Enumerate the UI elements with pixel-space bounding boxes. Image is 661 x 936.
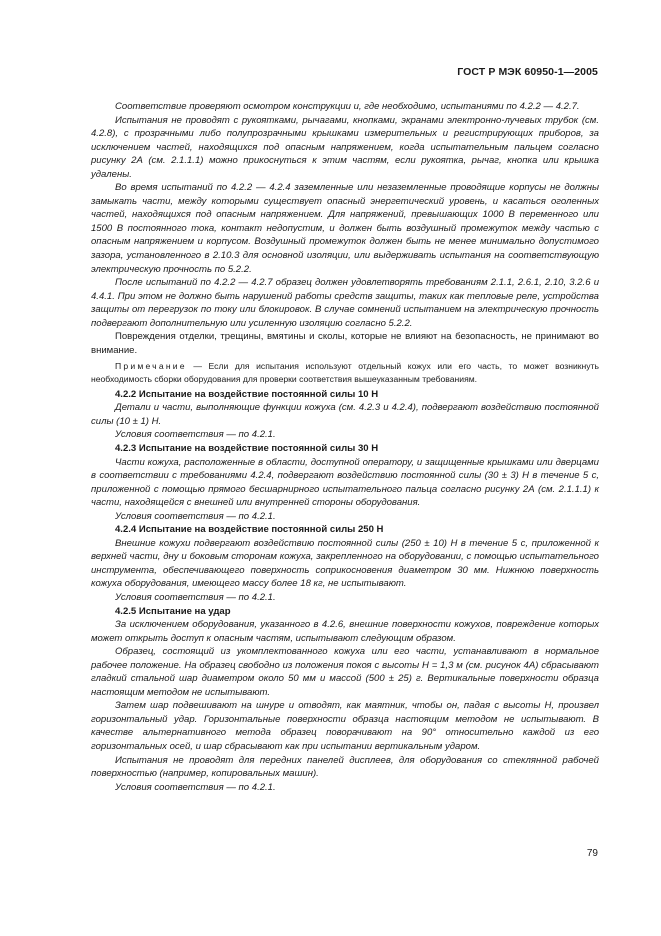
paragraph: Части кожуха, расположенные в области, доступной оператору, и защищенные крышками или дверцами в соответствии с требованиями 4.2.4, подвергают воздействию постоянной силы (30 ± 3) Н в течение 5 с, приложенной с помощью прямого бесшарнирного испытательного пальца согласно рисунку 2А (см. 2.1.1.1) к части, находящейся с внешней или внутренней стороны оборудования. xyxy=(91,456,599,509)
note xyxy=(91,360,599,384)
section-heading-4-2-4: 4.2.4 Испытание на воздействие постоянной силы 250 Н xyxy=(115,524,384,536)
page-body xyxy=(91,100,599,794)
paragraph: Соответствие проверяют осмотром конструкции и, где необходимо, испытаниями по 4.2.2 — 4.2.7. xyxy=(115,101,580,112)
paragraph: Условия соответствия — по 4.2.1. xyxy=(115,510,276,522)
paragraph: Повреждения отделки, трещины, вмятины и сколы, которые не влияют на безопасность, не принимают во внимание. xyxy=(91,331,599,356)
paragraph: После испытаний по 4.2.2 — 4.2.7 образец должен удовлетворять требованиям 2.1.1, 2.6.1, 2.10, 3.2.6 и 4.4.1. При этом не должно быть нарушений работы средств защиты, таких как тепловые реле, устройства защиты от перегрузок по току или блокировок. В случае сомнений испытанием на электрическую прочность подвергают дополнительную или усиленную изоляцию согласно 5.2.2. xyxy=(91,277,599,329)
paragraph: Во время испытаний по 4.2.2 — 4.2.4 заземленные или незаземленные проводящие корпусы не должны замыкать части, между которыми существует опасный энергетический уровень, и касаться оголенных частей, находящихся под опасным напряжением. Для напряжений, превышающих 1000 В переменного или 1500 В постоянного тока, контакт недопустим, и должен быть воздушный промежуток между частью с опасным напряжением и корпусом. Воздушный промежуток должен быть не менее минимально допустимого зазора, установленного в 2.10.3 для основной изоляции, или выдерживать испытания на соответствующую электрическую прочность по 5.2.2. xyxy=(91,182,599,275)
document-header: ГОСТ Р МЭК 60950-1—2005 xyxy=(457,66,598,78)
note-text: — Если для испытания используют отдельный кожух или его часть, то может возникнуть необходимость сборки оборудования для проверки соответствия вышеуказанным требованиям. xyxy=(91,361,599,384)
paragraph: Испытания не проводят для передних панелей дисплеев, для оборудования со стеклянной рабочей поверхностью (например, копировальных машин). xyxy=(91,754,599,780)
section-heading-4-2-5: 4.2.5 Испытание на удар xyxy=(115,605,231,617)
paragraph: Испытания не проводят с рукоятками, рычагами, кнопками, экранами электронно-лучевых трубок (см. 4.2.8), с прозрачными либо полупрозрачными крышками измерительных и регистрирующих приборов, за исключением частей, находящихся под опасным напряжением, когда испытательным пальцем согласно рисунку 2А (см. 2.1.1.1) можно прикоснуться к этим частям, если рукоятка, рычаг, кнопка или крышка удалены. xyxy=(91,114,599,180)
paragraph: Условия соответствия — по 4.2.1. xyxy=(115,592,276,603)
section-heading-4-2-2: 4.2.2 Испытание на воздействие постоянной силы 10 Н xyxy=(115,388,379,400)
paragraph: Условия соответствия — по 4.2.1. xyxy=(115,429,276,441)
paragraph: Детали и части, выполняющие функции кожуха (см. 4.2.3 и 4.2.4), подвергают воздействию постоянной силы (10 ± 1) Н. xyxy=(91,402,599,427)
note-label: Примечание xyxy=(115,361,187,372)
paragraph: Внешние кожухи подвергают воздействию постоянной силы (250 ± 10) Н в течение 5 с, приложенной к верхней части, дну и боковым сторонам кожуха, закрепленного на оборудовании, с помощью испытательного инструмента, обеспечивающего поверхность соприкосновения диаметром 30 мм. Нижнюю поверхность кожуха оборудования, имеющего массу более 18 кг, не испытывают. xyxy=(91,537,599,590)
section-heading-4-2-3: 4.2.3 Испытание на воздействие постоянной силы 30 Н xyxy=(115,442,379,454)
paragraph: Условия соответствия — по 4.2.1. xyxy=(115,781,276,793)
page-number: 79 xyxy=(586,848,598,859)
paragraph: Затем шар подвешивают на шнуре и отводят, как маятник, чтобы он, падая с высоты Н, произвел горизонтальный удар. Горизонтальные поверхности образца настоящим методом не испытывают. В качестве альтернативного метода образец поворачивают на 90° относительно каждой из его горизонтальных осей, и шар сбрасывают как при испытании вертикальным ударом. xyxy=(91,700,599,753)
paragraph: За исключением оборудования, указанного в 4.2.6, внешние поверхности кожухов, повреждение которых может открыть доступ к опасным частям, испытывают следующим образом. xyxy=(91,619,599,644)
paragraph: Образец, состоящий из укомплектованного кожуха или его части, устанавливают в нормальное рабочее положение. На образец свободно из положения покоя с высоты Н = 1,3 м (см. рисунок 4А) сбрасывают гладкий стальной шар диаметром около 50 мм и массой (500 ± 25) г. Вертикальные поверхности образца настоящим методом не испытывают. xyxy=(91,646,599,698)
